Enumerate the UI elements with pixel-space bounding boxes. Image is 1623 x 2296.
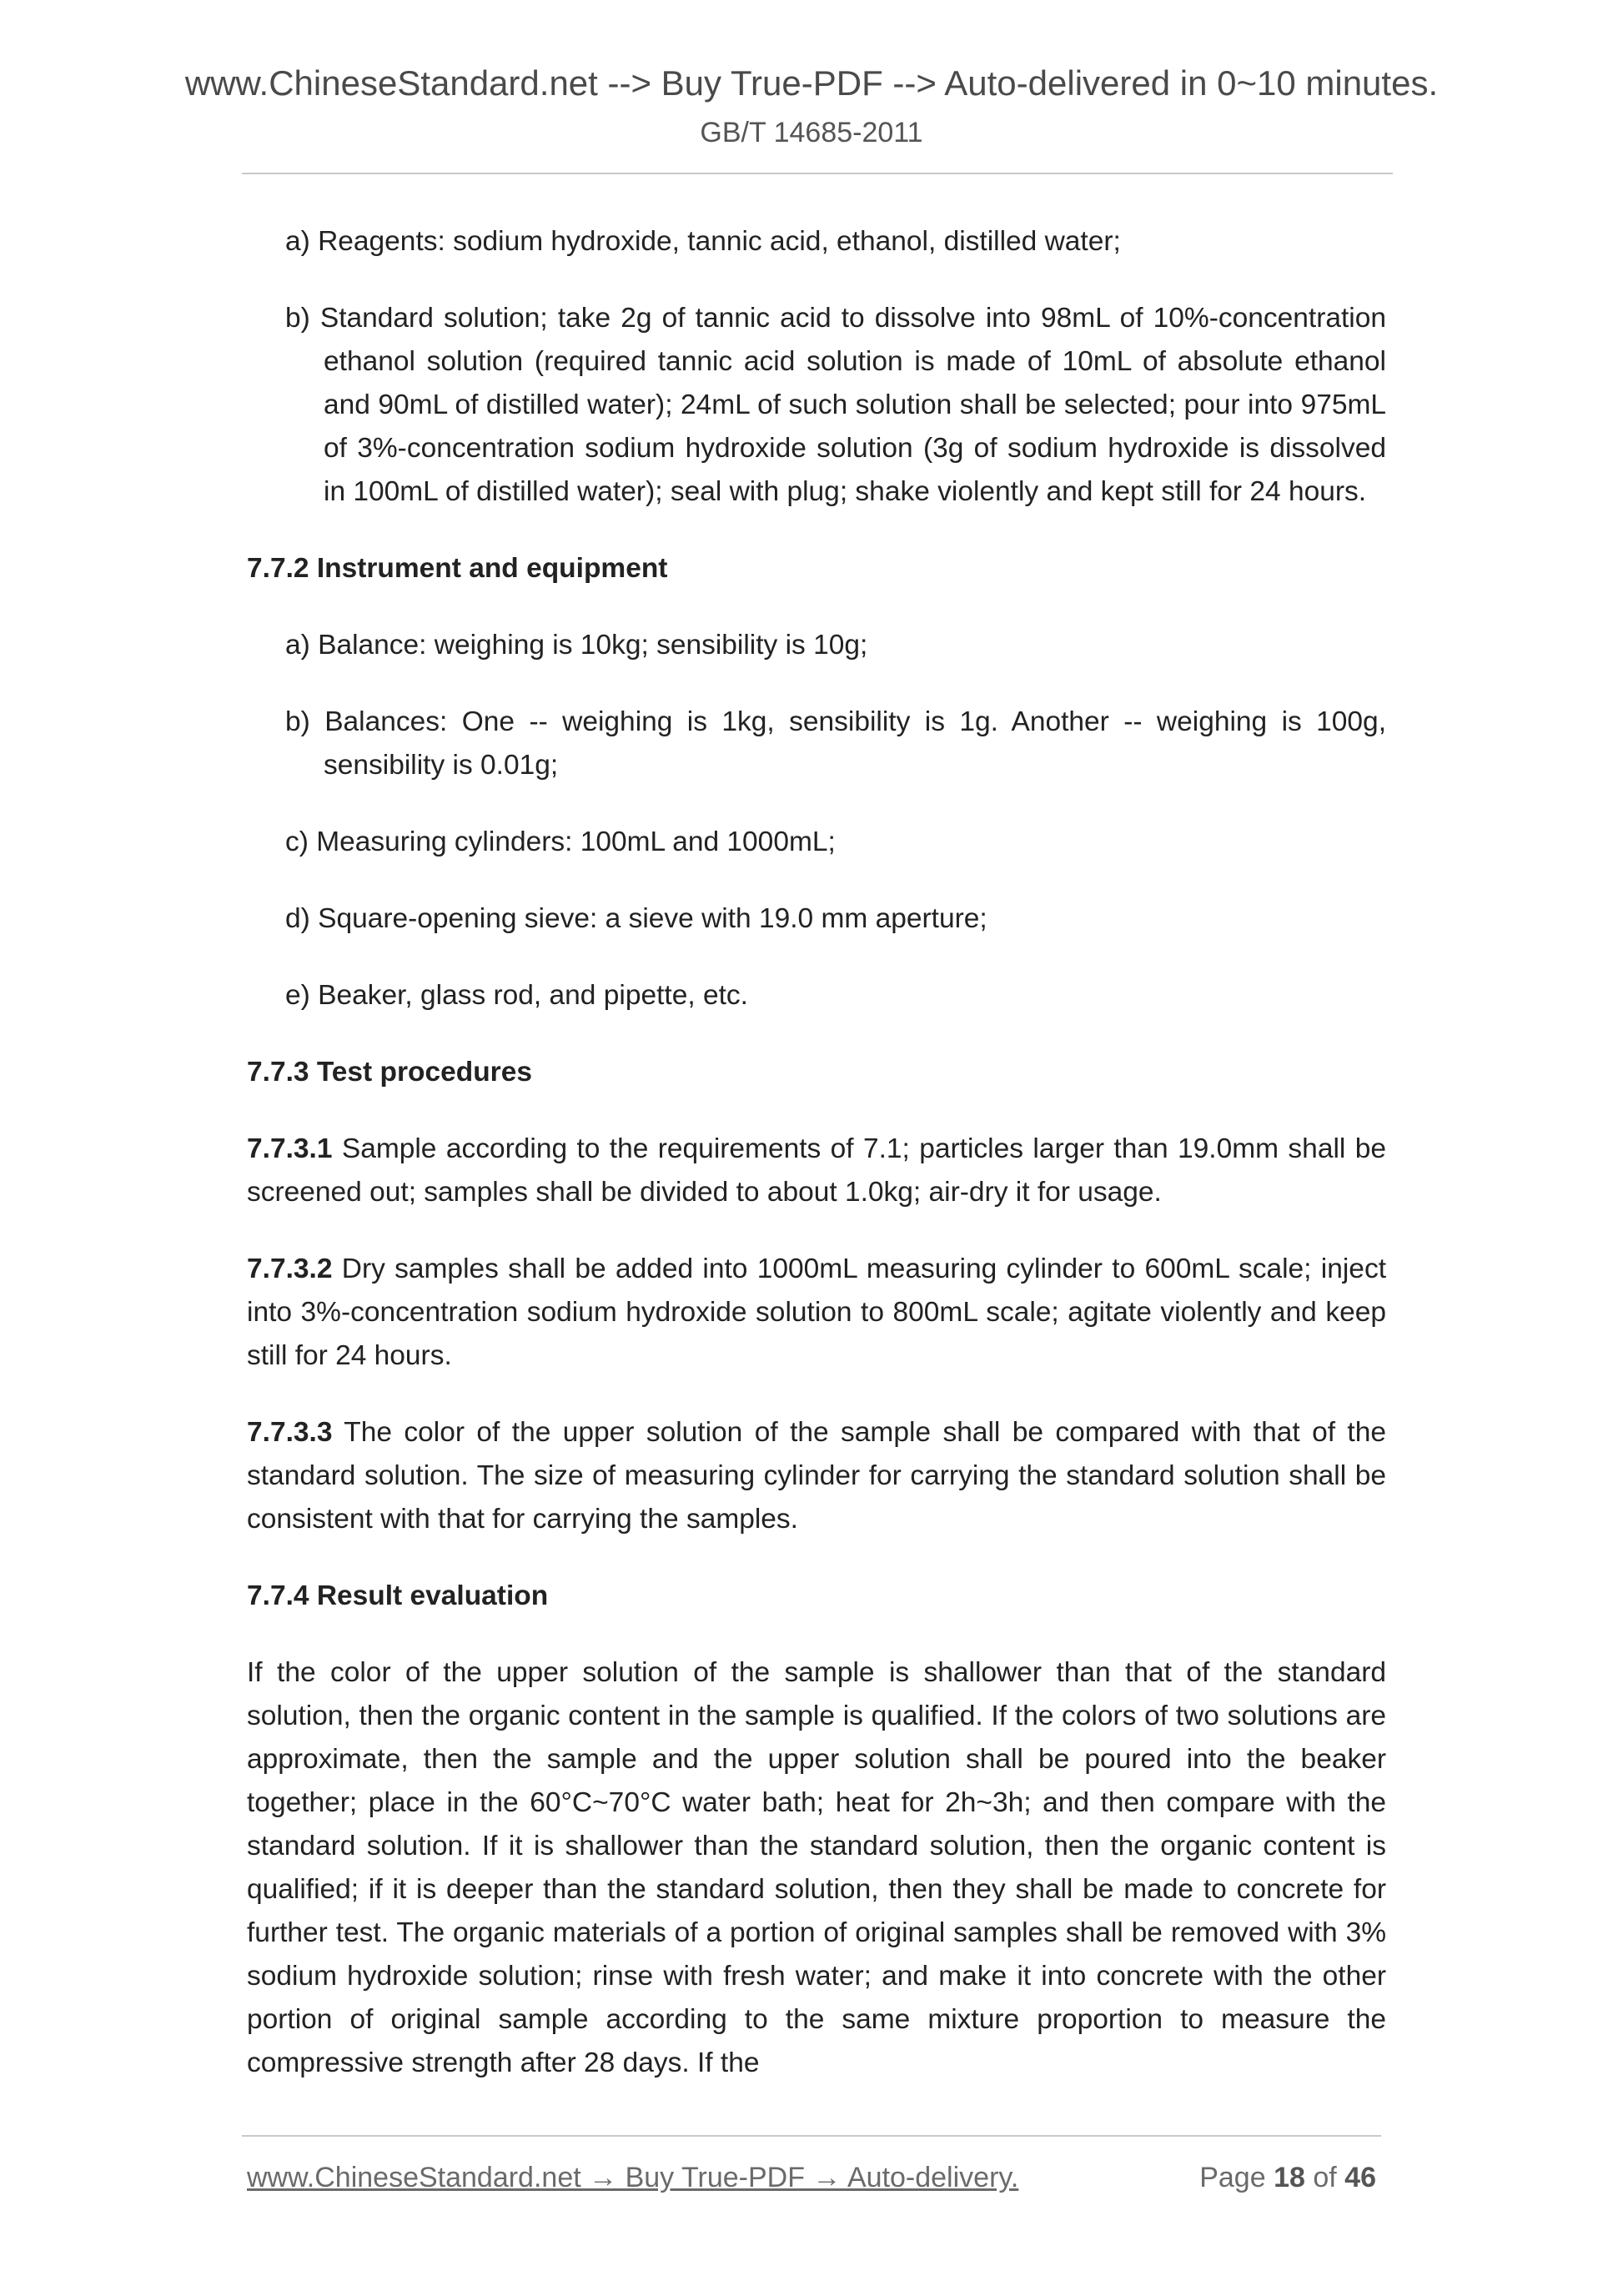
list-item-standard-solution: b) Standard solution; take 2g of tannic acid to dissolve into 98mL of 10%-concentration ethanol solution (required tannic acid solution is made of 10mL of absolute ethanol and 90mL of distilled water); 24mL of such solution shall be selected; pour into 975mL of 3%-concentration sodium hydroxide solution (3g of sodium hydroxide is dissolved in 100mL of distilled water); seal with plug; shake violently and kept still for 24 hours. [285,303,1386,507]
list-item-beaker: e) Beaker, glass rod, and pipette, etc. [285,980,748,1011]
clause-number: 7.7.3.1 [247,1133,333,1164]
list-item-balances: b) Balances: One -- weighing is 1kg, sensibility is 1g. Another -- weighing is 100g, sensibility is 0.01g; [285,706,1386,781]
footer-divider [242,2135,1381,2137]
list-item-reagents: a) Reagents: sodium hydroxide, tannic acid, ethanol, distilled water; [285,226,1121,257]
page-current: 18 [1274,2162,1305,2193]
document-body [247,220,1386,2118]
clause-number: 7.7.3.3 [247,1417,333,1448]
section-heading-7-7-4: 7.7.4 Result evaluation [247,1580,549,1611]
clause-7-7-3-3 [247,1411,1386,1541]
header-divider [242,173,1393,174]
clause-text: The color of the upper solution of the sample shall be compared with that of the standard solution. The size of measuring cylinder for carrying the standard solution shall be consistent with that for carrying the samples. [247,1417,1386,1535]
clause-number: 7.7.3.2 [247,1254,333,1284]
page-total: 46 [1344,2162,1376,2193]
list-item-balance: a) Balance: weighing is 10kg; sensibility is 10g; [285,630,868,661]
page-of: of [1313,2162,1337,2193]
list-item-measuring-cylinders: c) Measuring cylinders: 100mL and 1000mL; [285,826,836,857]
site-banner: www.ChineseStandard.net --> Buy True-PDF --> Auto-delivered in 0~10 minutes. [184,63,1439,103]
result-evaluation-paragraph: If the color of the upper solution of the sample is shallower than that of the standard solution, then the organic content in the sample is qualified. If the colors of two solutions are approximate, then the sample and the upper solution shall be poured into the beaker together; place in the 60°C~70°C water bath; heat for 2h~3h; and then compare with the standard solution. If it is shallower than the standard solution, then the organic content is qualified; if it is deeper than the standard solution, then they shall be made to concrete for further test. The organic materials of a portion of original samples shall be removed with 3% sodium hydroxide solution; rinse with fresh water; and make it into concrete with the other portion of original sample according to the same mixture proportion to measure the compressive strength after 28 days. If the [247,1657,1386,2078]
section-heading-7-7-2: 7.7.2 Instrument and equipment [247,553,668,584]
standard-code: GB/T 14685-2011 [700,117,923,148]
clause-text: Sample according to the requirements of 7.1; particles larger than 19.0mm shall be screened out; samples shall be divided to about 1.0kg; air-dry it for usage. [247,1133,1386,1208]
section-heading-7-7-3: 7.7.3 Test procedures [247,1057,532,1088]
clause-text: Dry samples shall be added into 1000mL measuring cylinder to 600mL scale; inject into 3%-concentration sodium hydroxide solution to 800mL scale; agitate violently and keep still for 24 hours. [247,1254,1386,1371]
page-number [1199,2162,1376,2194]
clause-7-7-3-1 [247,1128,1386,1214]
list-item-sieve: d) Square-opening sieve: a sieve with 19.0 mm aperture; [285,903,987,934]
page-label: Page [1199,2162,1266,2193]
clause-7-7-3-2 [247,1248,1386,1378]
footer-purchase-link[interactable]: www.ChineseStandard.net → Buy True-PDF → Auto-delivery. [247,2162,1019,2193]
